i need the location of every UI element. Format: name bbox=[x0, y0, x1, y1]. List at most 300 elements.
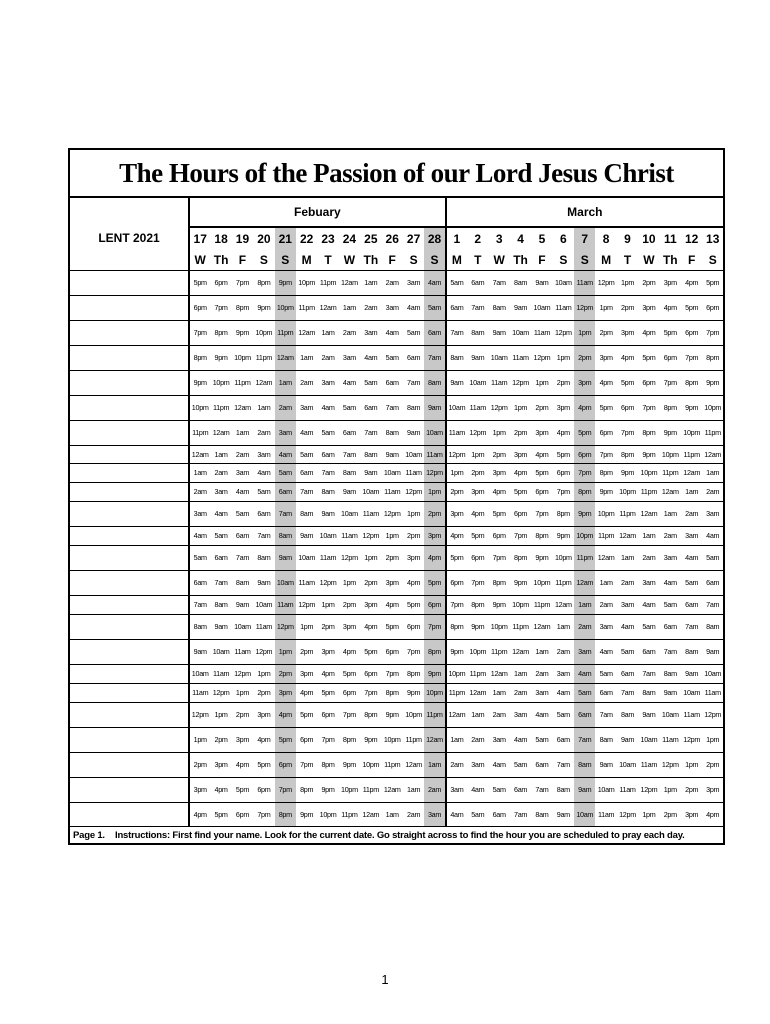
hour-cell: 7am bbox=[446, 321, 467, 346]
hour-cell: 1pm bbox=[617, 271, 638, 296]
hour-cell: 5pm bbox=[702, 271, 724, 296]
hour-cell: 11pm bbox=[210, 396, 231, 421]
hour-cell: 7am bbox=[403, 371, 424, 396]
hour-cell: 12pm bbox=[660, 753, 681, 778]
hour-cell: 5am bbox=[617, 640, 638, 665]
hour-cell: 1am bbox=[638, 527, 659, 546]
hour-cell: 6am bbox=[210, 546, 231, 571]
day-number-header: 28 bbox=[424, 227, 445, 249]
hour-cell: 7pm bbox=[232, 271, 253, 296]
hour-cell: 12pm bbox=[531, 346, 552, 371]
hour-cell: 3pm bbox=[574, 371, 595, 396]
hour-cell: 9am bbox=[467, 346, 488, 371]
hour-cell: 4am bbox=[382, 321, 403, 346]
hour-cell: 6pm bbox=[382, 640, 403, 665]
hour-cell: 11am bbox=[339, 527, 360, 546]
hour-cell: 7am bbox=[660, 640, 681, 665]
hour-cell: 1am bbox=[360, 271, 381, 296]
hour-cell: 1pm bbox=[467, 446, 488, 464]
hour-cell: 2pm bbox=[382, 546, 403, 571]
hour-cell: 4pm bbox=[232, 753, 253, 778]
hour-cell: 10pm bbox=[467, 640, 488, 665]
footer-instructions bbox=[69, 827, 724, 845]
hour-cell: 1pm bbox=[574, 321, 595, 346]
hour-cell: 3pm bbox=[446, 502, 467, 527]
hour-cell: 12pm bbox=[467, 421, 488, 446]
hour-cell: 3pm bbox=[617, 321, 638, 346]
hour-cell: 2am bbox=[296, 371, 317, 396]
hour-cell: 10pm bbox=[702, 396, 724, 421]
name-entry-cell[interactable] bbox=[69, 684, 189, 703]
hour-cell: 5am bbox=[275, 464, 296, 483]
hour-cell: 10am bbox=[681, 684, 702, 703]
hour-cell: 7am bbox=[296, 483, 317, 502]
hour-cell: 5am bbox=[681, 571, 702, 596]
hour-cell: 11am bbox=[595, 803, 616, 827]
hour-cell: 12pm bbox=[553, 321, 574, 346]
hour-cell: 12am bbox=[403, 753, 424, 778]
weekday-header: W bbox=[339, 249, 360, 271]
name-entry-cell[interactable] bbox=[69, 421, 189, 446]
hour-cell: 11am bbox=[424, 446, 445, 464]
hour-cell: 1am bbox=[467, 703, 488, 728]
day-number-header: 3 bbox=[495, 231, 503, 246]
weekday-header: T bbox=[317, 249, 338, 271]
weekday-header: F bbox=[531, 249, 552, 271]
hour-cell: 9pm bbox=[574, 502, 595, 527]
hour-cell: 2pm bbox=[553, 371, 574, 396]
hour-cell: 1am bbox=[446, 728, 467, 753]
hour-cell: 6am bbox=[189, 571, 210, 596]
hour-cell: 1pm bbox=[488, 421, 509, 446]
hour-cell: 4am bbox=[488, 753, 509, 778]
hour-cell: 2am bbox=[253, 421, 274, 446]
hour-cell: 11am bbox=[232, 640, 253, 665]
weekday-header: W bbox=[488, 249, 509, 271]
hour-cell: 11pm bbox=[510, 615, 531, 640]
hour-cell: 4am bbox=[510, 728, 531, 753]
hour-cell: 5am bbox=[574, 684, 595, 703]
hour-cell: 3pm bbox=[253, 703, 274, 728]
hour-cell: 6am bbox=[595, 684, 616, 703]
hour-cell: 8am bbox=[403, 396, 424, 421]
hour-cell: 7pm bbox=[531, 502, 552, 527]
hour-cell: 10pm bbox=[360, 753, 381, 778]
hour-cell: 9pm bbox=[638, 446, 659, 464]
hour-cell: 8am bbox=[210, 596, 231, 615]
hour-cell: 5pm bbox=[531, 464, 552, 483]
hour-cell: 5pm bbox=[253, 753, 274, 778]
hour-cell: 10pm bbox=[681, 421, 702, 446]
hour-cell: 10am bbox=[275, 571, 296, 596]
hour-cell: 2pm bbox=[638, 271, 659, 296]
hour-cell: 2pm bbox=[531, 396, 552, 421]
weekday-header: S bbox=[403, 249, 424, 271]
hour-cell: 12am bbox=[275, 346, 296, 371]
hour-cell: 1am bbox=[702, 464, 724, 483]
hour-cell: 12pm bbox=[510, 371, 531, 396]
hour-cell: 11pm bbox=[296, 296, 317, 321]
hour-cell: 8am bbox=[424, 371, 445, 396]
hour-cell: 2pm bbox=[360, 571, 381, 596]
hour-cell: 9pm bbox=[339, 753, 360, 778]
month-header-march: March bbox=[446, 197, 724, 227]
hour-cell: 2am bbox=[574, 615, 595, 640]
hour-cell: 4am bbox=[553, 684, 574, 703]
page-title: The Hours of the Passion of our Lord Jesus Christ bbox=[69, 149, 724, 197]
hour-cell: 3am bbox=[275, 421, 296, 446]
schedule-row bbox=[69, 464, 724, 483]
hour-cell: 12pm bbox=[210, 684, 231, 703]
name-entry-cell[interactable] bbox=[69, 546, 189, 571]
hour-cell: 8am bbox=[339, 464, 360, 483]
hour-cell: 10pm bbox=[531, 571, 552, 596]
name-entry-cell[interactable] bbox=[69, 728, 189, 753]
weekday-header: S bbox=[275, 249, 296, 271]
hour-cell: 6am bbox=[403, 346, 424, 371]
hour-cell: 12pm bbox=[360, 527, 381, 546]
hour-cell: 9pm bbox=[253, 296, 274, 321]
hour-cell: 10am bbox=[382, 464, 403, 483]
hour-cell: 2am bbox=[553, 640, 574, 665]
weekday-header: T bbox=[617, 249, 638, 271]
day-number-header: 22 bbox=[299, 231, 314, 246]
hour-cell: 11am bbox=[660, 728, 681, 753]
hour-cell: 10am bbox=[531, 296, 552, 321]
schedule-row bbox=[69, 640, 724, 665]
hour-cell: 5am bbox=[403, 321, 424, 346]
hour-cell: 11am bbox=[681, 703, 702, 728]
hour-cell: 6pm bbox=[488, 527, 509, 546]
day-number-header: 11 bbox=[663, 231, 677, 246]
hour-cell: 11pm bbox=[574, 546, 595, 571]
weekday-header: W bbox=[189, 249, 210, 271]
name-entry-cell[interactable] bbox=[69, 396, 189, 421]
hour-cell: 10pm bbox=[617, 483, 638, 502]
hour-cell: 7am bbox=[210, 571, 231, 596]
hour-cell: 8am bbox=[488, 296, 509, 321]
name-entry-cell[interactable] bbox=[69, 296, 189, 321]
hour-cell: 12pm bbox=[617, 803, 638, 827]
hour-cell: 8am bbox=[638, 684, 659, 703]
hour-cell: 10pm bbox=[253, 321, 274, 346]
hour-cell: 8am bbox=[317, 483, 338, 502]
day-number-header: 13 bbox=[706, 231, 720, 246]
hour-cell: 1pm bbox=[382, 527, 403, 546]
hour-cell: 8am bbox=[446, 346, 467, 371]
hour-cell: 5am bbox=[510, 753, 531, 778]
hour-cell: 1pm bbox=[339, 571, 360, 596]
hour-cell: 3pm bbox=[382, 571, 403, 596]
hour-cell: 4pm bbox=[253, 728, 274, 753]
weekday-header: F bbox=[681, 249, 702, 271]
hour-cell: 6pm bbox=[317, 703, 338, 728]
hour-cell: 8am bbox=[595, 728, 616, 753]
hour-cell: 12am bbox=[467, 684, 488, 703]
hour-cell: 7pm bbox=[382, 665, 403, 684]
hour-cell: 2am bbox=[275, 396, 296, 421]
hour-cell: 9am bbox=[488, 321, 509, 346]
day-number-header: 12 bbox=[685, 231, 699, 246]
hour-cell: 6pm bbox=[574, 446, 595, 464]
hour-cell: 5am bbox=[595, 665, 616, 684]
hour-cell: 11am bbox=[446, 421, 467, 446]
hour-cell: 9am bbox=[253, 571, 274, 596]
hour-cell: 11am bbox=[510, 346, 531, 371]
name-entry-cell[interactable] bbox=[69, 346, 189, 371]
name-entry-cell[interactable] bbox=[69, 371, 189, 396]
hour-cell: 3am bbox=[210, 483, 231, 502]
hour-cell: 12am bbox=[382, 778, 403, 803]
hour-cell: 4pm bbox=[317, 665, 338, 684]
hour-cell: 12am bbox=[574, 571, 595, 596]
hour-cell: 8pm bbox=[296, 778, 317, 803]
hour-cell: 6pm bbox=[467, 546, 488, 571]
hour-cell: 5pm bbox=[617, 371, 638, 396]
hour-cell: 5am bbox=[382, 346, 403, 371]
hour-cell: 7pm bbox=[339, 703, 360, 728]
hour-cell: 1pm bbox=[638, 803, 659, 827]
hour-cell: 3am bbox=[488, 728, 509, 753]
hour-cell: 2pm bbox=[467, 464, 488, 483]
hour-cell: 7am bbox=[617, 684, 638, 703]
hour-cell: 9am bbox=[382, 446, 403, 464]
hour-cell: 3pm bbox=[296, 665, 317, 684]
day-number-header: 7 bbox=[574, 227, 595, 249]
hour-cell: 5am bbox=[253, 483, 274, 502]
hour-cell: 4pm bbox=[660, 296, 681, 321]
hour-cell: 3pm bbox=[210, 753, 231, 778]
hour-cell: 4pm bbox=[424, 546, 445, 571]
weekday-header: S bbox=[574, 249, 595, 271]
hour-cell: 10am bbox=[553, 271, 574, 296]
hour-cell: 8pm bbox=[210, 321, 231, 346]
hour-cell: 9am bbox=[232, 596, 253, 615]
day-number-header: 25 bbox=[364, 231, 378, 246]
hour-cell: 12pm bbox=[253, 640, 274, 665]
hour-cell: 2am bbox=[638, 546, 659, 571]
hour-cell: 7pm bbox=[253, 803, 274, 827]
name-entry-cell[interactable] bbox=[69, 803, 189, 827]
hour-cell: 4am bbox=[232, 483, 253, 502]
hour-cell: 5pm bbox=[660, 321, 681, 346]
hour-cell: 11pm bbox=[424, 703, 445, 728]
hour-cell: 7pm bbox=[317, 728, 338, 753]
weekday-header: M bbox=[446, 249, 467, 271]
hour-cell: 1pm bbox=[360, 546, 381, 571]
schedule-row bbox=[69, 665, 724, 684]
hour-cell: 5pm bbox=[360, 640, 381, 665]
hour-cell: 12am bbox=[446, 703, 467, 728]
page-label: Page 1. bbox=[73, 829, 105, 841]
hour-cell: 10am bbox=[210, 640, 231, 665]
hour-cell: 3am bbox=[595, 615, 616, 640]
hour-cell: 10am bbox=[660, 703, 681, 728]
hour-cell: 9am bbox=[531, 271, 552, 296]
hour-cell: 8am bbox=[189, 615, 210, 640]
hour-cell: 4pm bbox=[446, 527, 467, 546]
hour-cell: 9pm bbox=[531, 546, 552, 571]
hour-cell: 5am bbox=[317, 421, 338, 446]
hour-cell: 1am bbox=[681, 483, 702, 502]
hour-cell: 8am bbox=[382, 421, 403, 446]
name-entry-cell[interactable] bbox=[69, 778, 189, 803]
hour-cell: 5am bbox=[296, 446, 317, 464]
hour-cell: 9am bbox=[595, 753, 616, 778]
hour-cell: 3am bbox=[446, 778, 467, 803]
hour-cell: 11am bbox=[531, 321, 552, 346]
hour-cell: 12am bbox=[339, 271, 360, 296]
hour-cell: 8pm bbox=[360, 703, 381, 728]
hour-cell: 7am bbox=[467, 296, 488, 321]
schedule-sheet bbox=[68, 148, 723, 845]
hour-cell: 9pm bbox=[488, 596, 509, 615]
hour-cell: 9am bbox=[339, 483, 360, 502]
weekday-header: F bbox=[232, 249, 253, 271]
lent-label: LENT 2021 bbox=[69, 197, 189, 271]
hour-cell: 4pm bbox=[403, 571, 424, 596]
hour-cell: 12am bbox=[617, 527, 638, 546]
name-entry-cell[interactable] bbox=[69, 596, 189, 615]
hour-cell: 10pm bbox=[296, 271, 317, 296]
name-entry-cell[interactable] bbox=[69, 571, 189, 596]
name-entry-cell[interactable] bbox=[69, 665, 189, 684]
name-entry-cell[interactable] bbox=[69, 753, 189, 778]
hour-cell: 7am bbox=[360, 421, 381, 446]
hour-cell: 3am bbox=[189, 502, 210, 527]
hour-cell: 3am bbox=[424, 803, 445, 827]
hour-cell: 8am bbox=[275, 527, 296, 546]
name-entry-cell[interactable] bbox=[69, 271, 189, 296]
hour-cell: 5am bbox=[553, 703, 574, 728]
hour-cell: 3pm bbox=[553, 396, 574, 421]
hour-cell: 11pm bbox=[253, 346, 274, 371]
hour-cell: 7am bbox=[275, 502, 296, 527]
hour-cell: 4pm bbox=[275, 703, 296, 728]
name-entry-cell[interactable] bbox=[69, 464, 189, 483]
hour-cell: 12pm bbox=[232, 665, 253, 684]
hour-cell: 9pm bbox=[275, 271, 296, 296]
hour-cell: 12pm bbox=[574, 296, 595, 321]
hour-cell: 7pm bbox=[660, 371, 681, 396]
hour-cell: 1am bbox=[660, 502, 681, 527]
name-entry-cell[interactable] bbox=[69, 446, 189, 464]
hour-cell: 1pm bbox=[232, 684, 253, 703]
day-number-header: 6 bbox=[559, 231, 567, 246]
hour-cell: 7pm bbox=[189, 321, 210, 346]
hour-cell: 3am bbox=[232, 464, 253, 483]
hour-cell: 7am bbox=[232, 546, 253, 571]
hour-cell: 3am bbox=[681, 527, 702, 546]
schedule-row bbox=[69, 778, 724, 803]
hour-cell: 2pm bbox=[488, 446, 509, 464]
schedule-row bbox=[69, 421, 724, 446]
hour-cell: 12pm bbox=[595, 271, 616, 296]
hour-cell: 11pm bbox=[702, 421, 724, 446]
hour-cell: 9am bbox=[275, 546, 296, 571]
hour-cell: 4am bbox=[660, 571, 681, 596]
hour-cell: 7pm bbox=[296, 753, 317, 778]
hour-cell: 6pm bbox=[253, 778, 274, 803]
hour-cell: 10pm bbox=[317, 803, 338, 827]
hour-cell: 6am bbox=[510, 778, 531, 803]
hour-cell: 4am bbox=[638, 596, 659, 615]
hour-cell: 12pm bbox=[403, 483, 424, 502]
hour-cell: 3pm bbox=[660, 271, 681, 296]
hour-cell: 10am bbox=[510, 321, 531, 346]
hour-cell: 12pm bbox=[382, 502, 403, 527]
weekday-header: S bbox=[424, 249, 445, 271]
hour-cell: 3am bbox=[296, 396, 317, 421]
day-number-header: 8 bbox=[602, 231, 610, 246]
hour-cell: 6am bbox=[339, 421, 360, 446]
hour-cell: 11pm bbox=[617, 502, 638, 527]
hour-cell: 3pm bbox=[467, 483, 488, 502]
hour-cell: 11pm bbox=[531, 596, 552, 615]
hour-cell: 5am bbox=[531, 728, 552, 753]
name-entry-cell[interactable] bbox=[69, 640, 189, 665]
name-entry-cell[interactable] bbox=[69, 527, 189, 546]
hour-cell: 5am bbox=[446, 271, 467, 296]
hour-cell: 8am bbox=[553, 778, 574, 803]
schedule-row bbox=[69, 321, 724, 346]
hour-cell: 2am bbox=[189, 483, 210, 502]
day-number-header: 23 bbox=[321, 231, 335, 246]
hour-cell: 6pm bbox=[446, 571, 467, 596]
weekday-header: Th bbox=[210, 249, 231, 271]
hour-cell: 10am bbox=[467, 371, 488, 396]
hour-cell: 1pm bbox=[275, 640, 296, 665]
hour-cell: 10pm bbox=[339, 778, 360, 803]
hour-cell: 9pm bbox=[467, 615, 488, 640]
hour-cell: 10am bbox=[702, 665, 724, 684]
hour-cell: 1pm bbox=[424, 483, 445, 502]
day-number-header: 10 bbox=[642, 231, 656, 246]
hour-cell: 10pm bbox=[403, 703, 424, 728]
schedule-row bbox=[69, 596, 724, 615]
name-entry-cell[interactable] bbox=[69, 615, 189, 640]
hour-cell: 6am bbox=[617, 665, 638, 684]
hour-cell: 11am bbox=[638, 753, 659, 778]
name-entry-cell[interactable] bbox=[69, 703, 189, 728]
hour-cell: 8pm bbox=[617, 446, 638, 464]
hour-cell: 5pm bbox=[232, 778, 253, 803]
hour-cell: 8am bbox=[510, 271, 531, 296]
hour-cell: 8pm bbox=[424, 640, 445, 665]
hour-cell: 2am bbox=[681, 502, 702, 527]
weekday-header: Th bbox=[360, 249, 381, 271]
hour-cell: 9am bbox=[553, 803, 574, 827]
hour-cell: 6pm bbox=[275, 753, 296, 778]
day-number-header: 24 bbox=[342, 231, 357, 246]
hour-cell: 2pm bbox=[446, 483, 467, 502]
hour-cell: 5pm bbox=[275, 728, 296, 753]
hour-cell: 2am bbox=[210, 464, 231, 483]
hour-cell: 1pm bbox=[403, 502, 424, 527]
hour-cell: 3pm bbox=[595, 346, 616, 371]
hour-cell: 5pm bbox=[446, 546, 467, 571]
name-entry-cell[interactable] bbox=[69, 483, 189, 502]
hour-cell: 2am bbox=[360, 296, 381, 321]
name-entry-cell[interactable] bbox=[69, 321, 189, 346]
name-entry-cell[interactable] bbox=[69, 502, 189, 527]
hour-cell: 10am bbox=[339, 502, 360, 527]
hour-cell: 2pm bbox=[681, 778, 702, 803]
hour-cell: 4pm bbox=[702, 803, 724, 827]
hour-cell: 7am bbox=[189, 596, 210, 615]
hour-cell: 6pm bbox=[189, 296, 210, 321]
hour-cell: 1am bbox=[553, 615, 574, 640]
